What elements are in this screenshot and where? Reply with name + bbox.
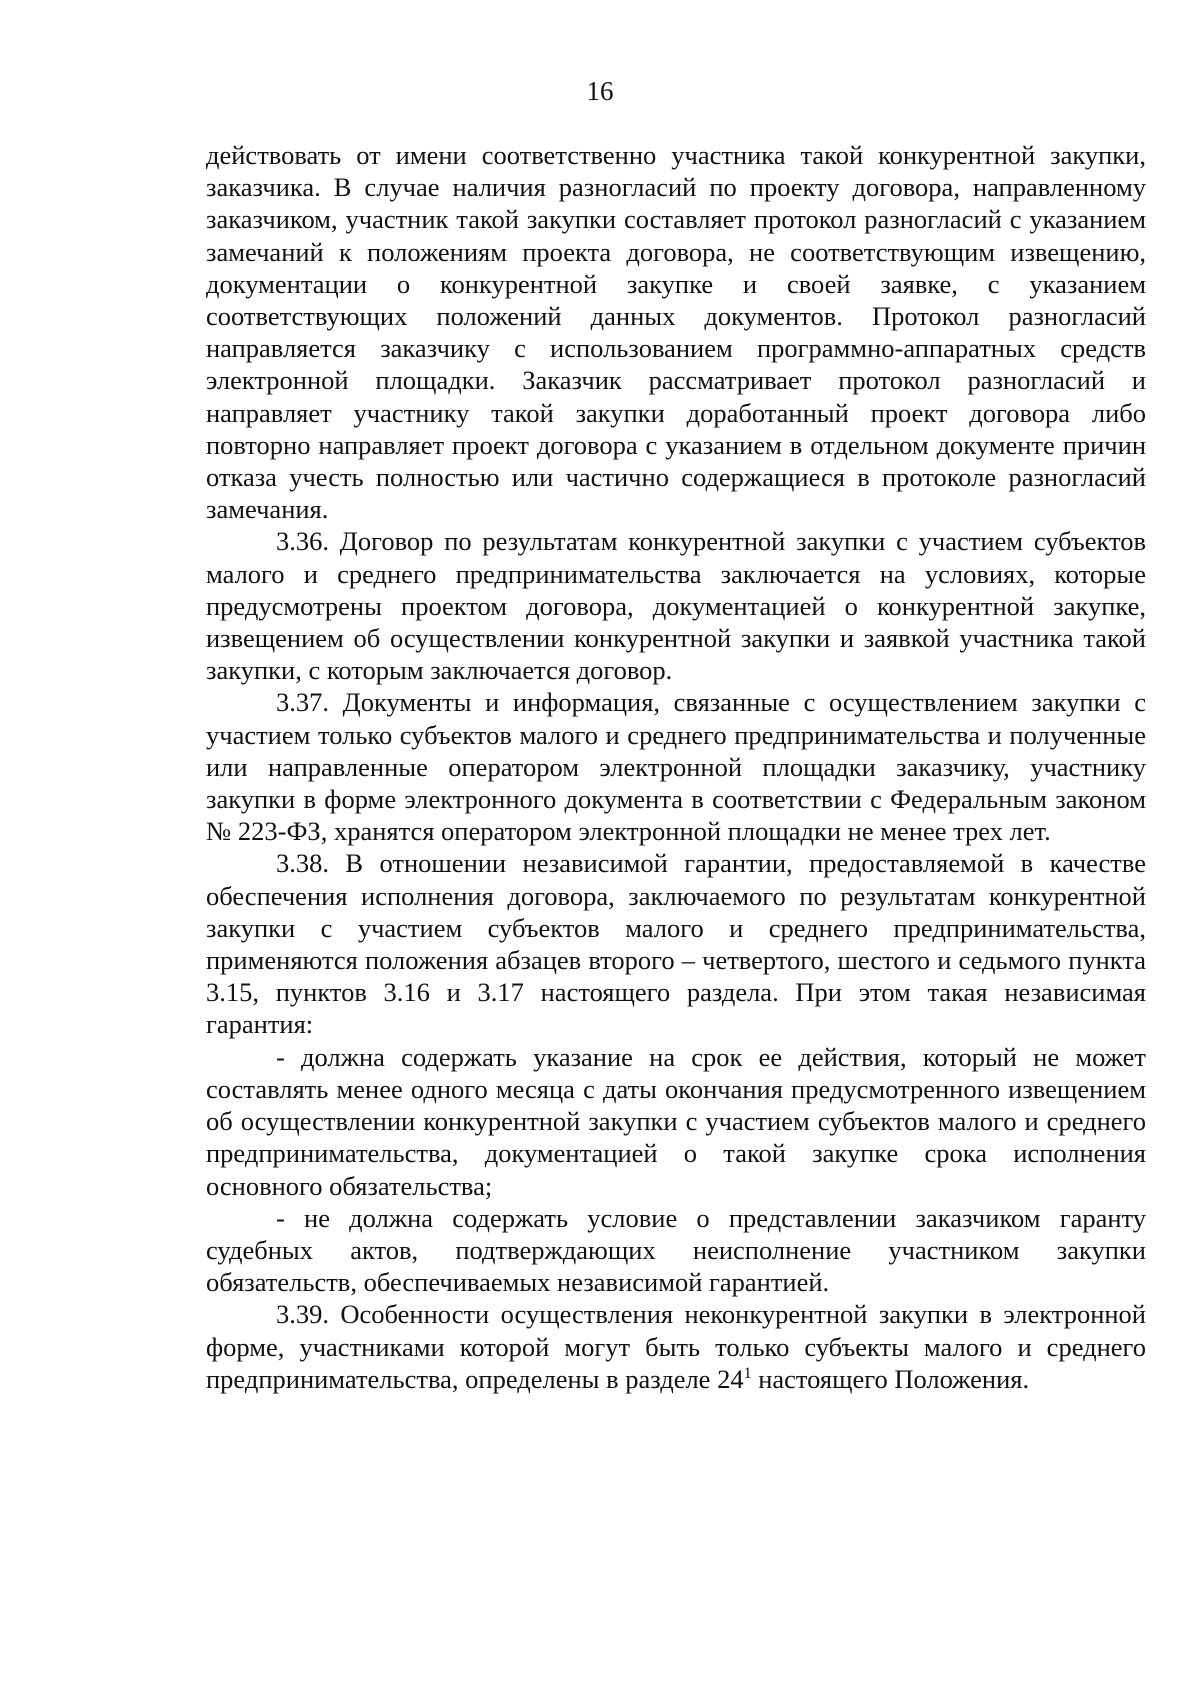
section-superscript: 1 xyxy=(743,1364,752,1382)
document-body xyxy=(206,139,1146,1395)
list-item-validity-term: - должна содержать указание на срок ее действия, который не может составлять менее одного месяца с даты окончания предусмотренного извещением об осуществлении конкурентной закупки с участием субъектов малого и среднего предпринимательства, документацией о такой закупке срока исполнения основного обязательства; xyxy=(206,1041,1146,1201)
paragraph-continuation: действовать от имени соответственно участника такой конкурентной закупки, заказчика. В случае наличия разногласий по проекту договора, направленному заказчиком, участник такой закупки составляет протокол разногласий с указанием замечаний к положениям проекта договора, не соответствующим извещению, документации о конкурентной закупке и своей заявке, с указанием соответствующих положений данных документов. Протокол разногласий направляется заказчику с использованием программно-аппаратных средств электронной площадки. Заказчик рассматривает протокол разногласий и направляет участнику такой закупки доработанный проект договора либо повторно направляет проект договора с указанием в отдельном документе причин отказа учесть полностью или частично содержащиеся в протоколе разногласий замечания. xyxy=(206,140,1146,525)
paragraph-3-37: 3.37. Документы и информация, связанные с осуществлением закупки с участием только субъектов малого и среднего предпринимательства и полученные или направленные оператором электронной площадки заказчику, участнику закупки в форме электронного документа в соответствии с Федеральным законом № 223-ФЗ, хранятся оператором электронной площадки не менее трех лет. xyxy=(206,687,1146,847)
paragraph-3-39-ending: настоящего Положения. xyxy=(751,1363,1030,1394)
list-item-court-acts: - не должна содержать условие о представлении заказчиком гаранту судебных актов, подтверждающих неисполнение участником закупки обязательств, обеспечиваемых независимой гарантией. xyxy=(206,1202,1146,1298)
page-number: 16 xyxy=(586,76,614,106)
paragraph-3-39 xyxy=(206,1298,1146,1395)
paragraph-3-39-text: 3.39. Особенности осуществления неконкурентной закупки в электронной форме, участниками которой могут быть только субъекты малого и среднего предпринимательства, определены в разделе 24 xyxy=(206,1299,1146,1394)
paragraph-3-36: 3.36. Договор по результатам конкурентной закупки с участием субъектов малого и среднего предпринимательства заключается на условиях, которые предусмотрены проектом договора, документацией о конкурентной закупке, извещением об осуществлении конкурентной закупки и заявкой участника такой закупки, с которым заключается договор. xyxy=(206,526,1146,686)
paragraph-3-38: 3.38. В отношении независимой гарантии, предоставляемой в качестве обеспечения исполнения договора, заключаемого по результатам конкурентной закупки с участием субъектов малого и среднего предпринимательства, применяются положения абзацев второго – четвертого, шестого и седьмого пункта 3.15, пунктов 3.16 и 3.17 настоящего раздела. При этом такая независимая гарантия: xyxy=(206,848,1146,1040)
